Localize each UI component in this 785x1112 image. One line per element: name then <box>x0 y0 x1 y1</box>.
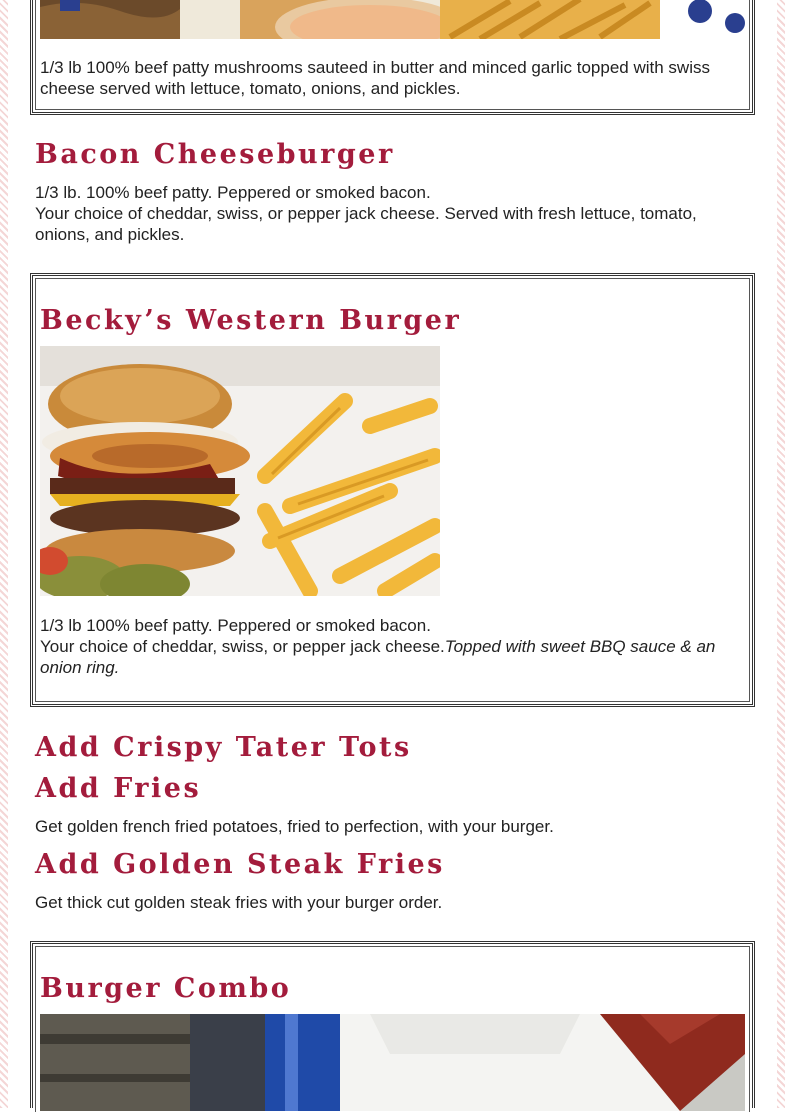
mushroom-swiss-description: 1/3 lb 100% beef patty mushrooms sauteed in butter and minced garlic topped with swiss cheese served with lettuce, tomato, onions, and pickles. <box>40 58 710 98</box>
menu-item-beckys-western <box>30 273 755 707</box>
mushroom-swiss-photo <box>40 0 745 39</box>
beckys-western-photo <box>40 346 440 596</box>
beckys-western-line2 <box>40 636 740 678</box>
beckys-western-toppings: Topped with sweet BBQ sauce & an onion ring. <box>40 637 716 677</box>
add-tater-tots-title: Add Crispy Tater Tots <box>35 732 412 763</box>
beckys-western-line1: 1/3 lb 100% beef patty. Peppered or smoked bacon. <box>40 616 431 635</box>
left-border-pattern <box>0 0 8 1108</box>
right-border-pattern <box>777 0 785 1108</box>
add-steak-fries-title: Add Golden Steak Fries <box>35 849 445 880</box>
burger-combo-photo <box>40 1014 745 1111</box>
menu-item-mushroom-swiss <box>30 0 755 115</box>
beckys-western-cheese-choice: Your choice of cheddar, swiss, or pepper jack cheese. <box>40 637 445 656</box>
menu-item-burger-combo <box>30 941 755 1108</box>
beckys-western-title: Becky’s Western Burger <box>40 305 462 336</box>
add-fries-description: Get golden french fried potatoes, fried to perfection, with your burger. <box>35 817 554 836</box>
burger-combo-title: Burger Combo <box>40 973 292 1004</box>
bacon-cheeseburger-line1: 1/3 lb. 100% beef patty. Peppered or smoked bacon. <box>35 183 431 202</box>
add-fries-title: Add Fries <box>35 773 202 804</box>
bacon-cheeseburger-line2: Your choice of cheddar, swiss, or pepper jack cheese. Served with fresh lettuce, tomato, onions, and pickles. <box>35 204 697 244</box>
add-steak-fries-description: Get thick cut golden steak fries with your burger order. <box>35 893 443 912</box>
bacon-cheeseburger-title: Bacon Cheeseburger <box>35 139 395 170</box>
